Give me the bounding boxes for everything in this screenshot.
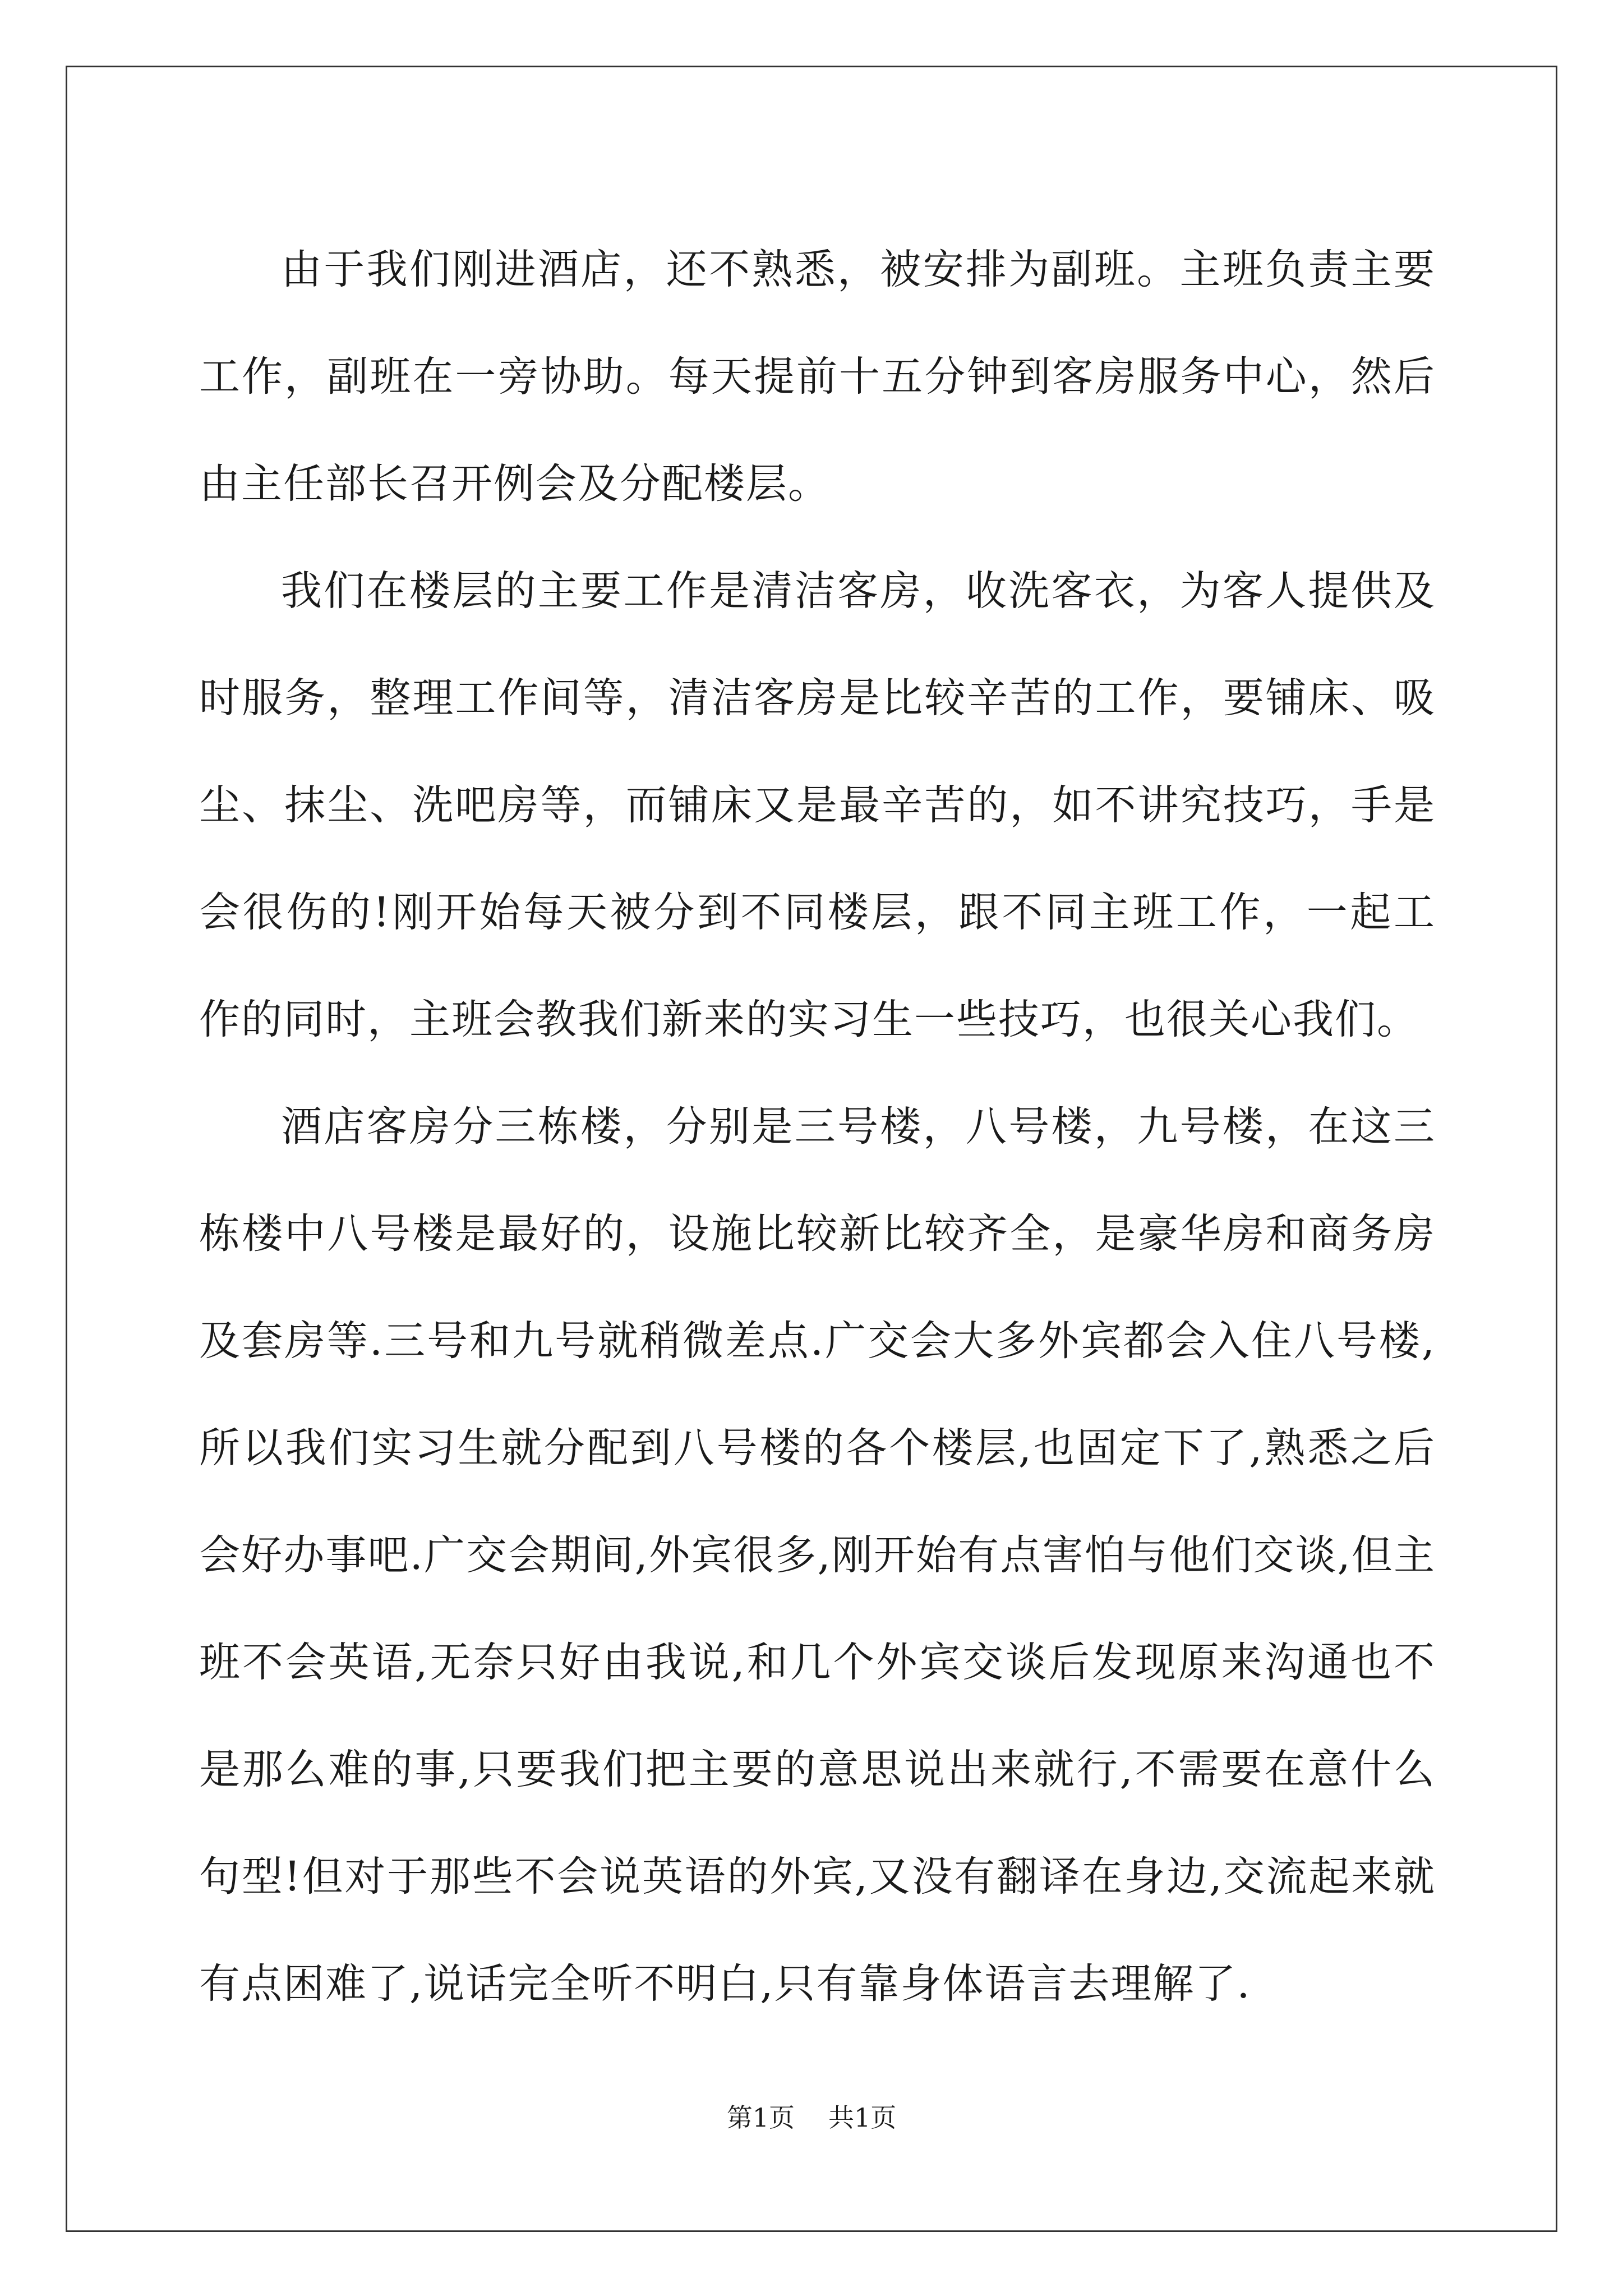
paragraph-1: 由于我们刚进酒店，还不熟悉，被安排为副班。主班负责主要工作，副班在一旁协助。每天提前十五分钟到客房服务中心，然后由主任部长召开例会及分配楼层。 bbox=[199, 246, 1436, 508]
paragraph-2: 我们在楼层的主要工作是清洁客房，收洗客衣，为客人提供及时服务，整理工作间等，清洁客房是比较辛苦的工作，要铺床、吸尘、抹尘、洗吧房等，而铺床又是最辛苦的，如不讲究技巧，手是会很伤的!刚开始每天被分到不同楼层，跟不同主班工作，一起工作的同时，主班会教我们新来的实习生一些技巧，也很关心我们。 bbox=[199, 567, 1436, 1043]
page-footer bbox=[0, 2101, 1623, 2134]
page-total: 共1页 bbox=[828, 2102, 897, 2133]
paragraph-3: 酒店客房分三栋楼，分别是三号楼，八号楼，九号楼，在这三栋楼中八号楼是最好的，设施比较新比较齐全，是豪华房和商务房及套房等.三号和九号就稍微差点.广交会大多外宾都会入住八号楼,所以我们实习生就分配到八号楼的各个楼层,也固定下了,熟悉之后会好办事吧.广交会期间,外宾很多,刚开始有点害怕与他们交谈,但主班不会英语,无奈只好由我说,和几个外宾交谈后发现原来沟通也不是那么难的事,只要我们把主要的意思说出来就行,不需要在意什么句型!但对于那些不会说英语的外宾,又没有翻译在身边,交流起来就有点困难了,说话完全听不明白,只有靠身体语言去理解了. bbox=[199, 1103, 1436, 2008]
page-number: 第1页 bbox=[726, 2102, 795, 2133]
document-body bbox=[199, 216, 1436, 2037]
